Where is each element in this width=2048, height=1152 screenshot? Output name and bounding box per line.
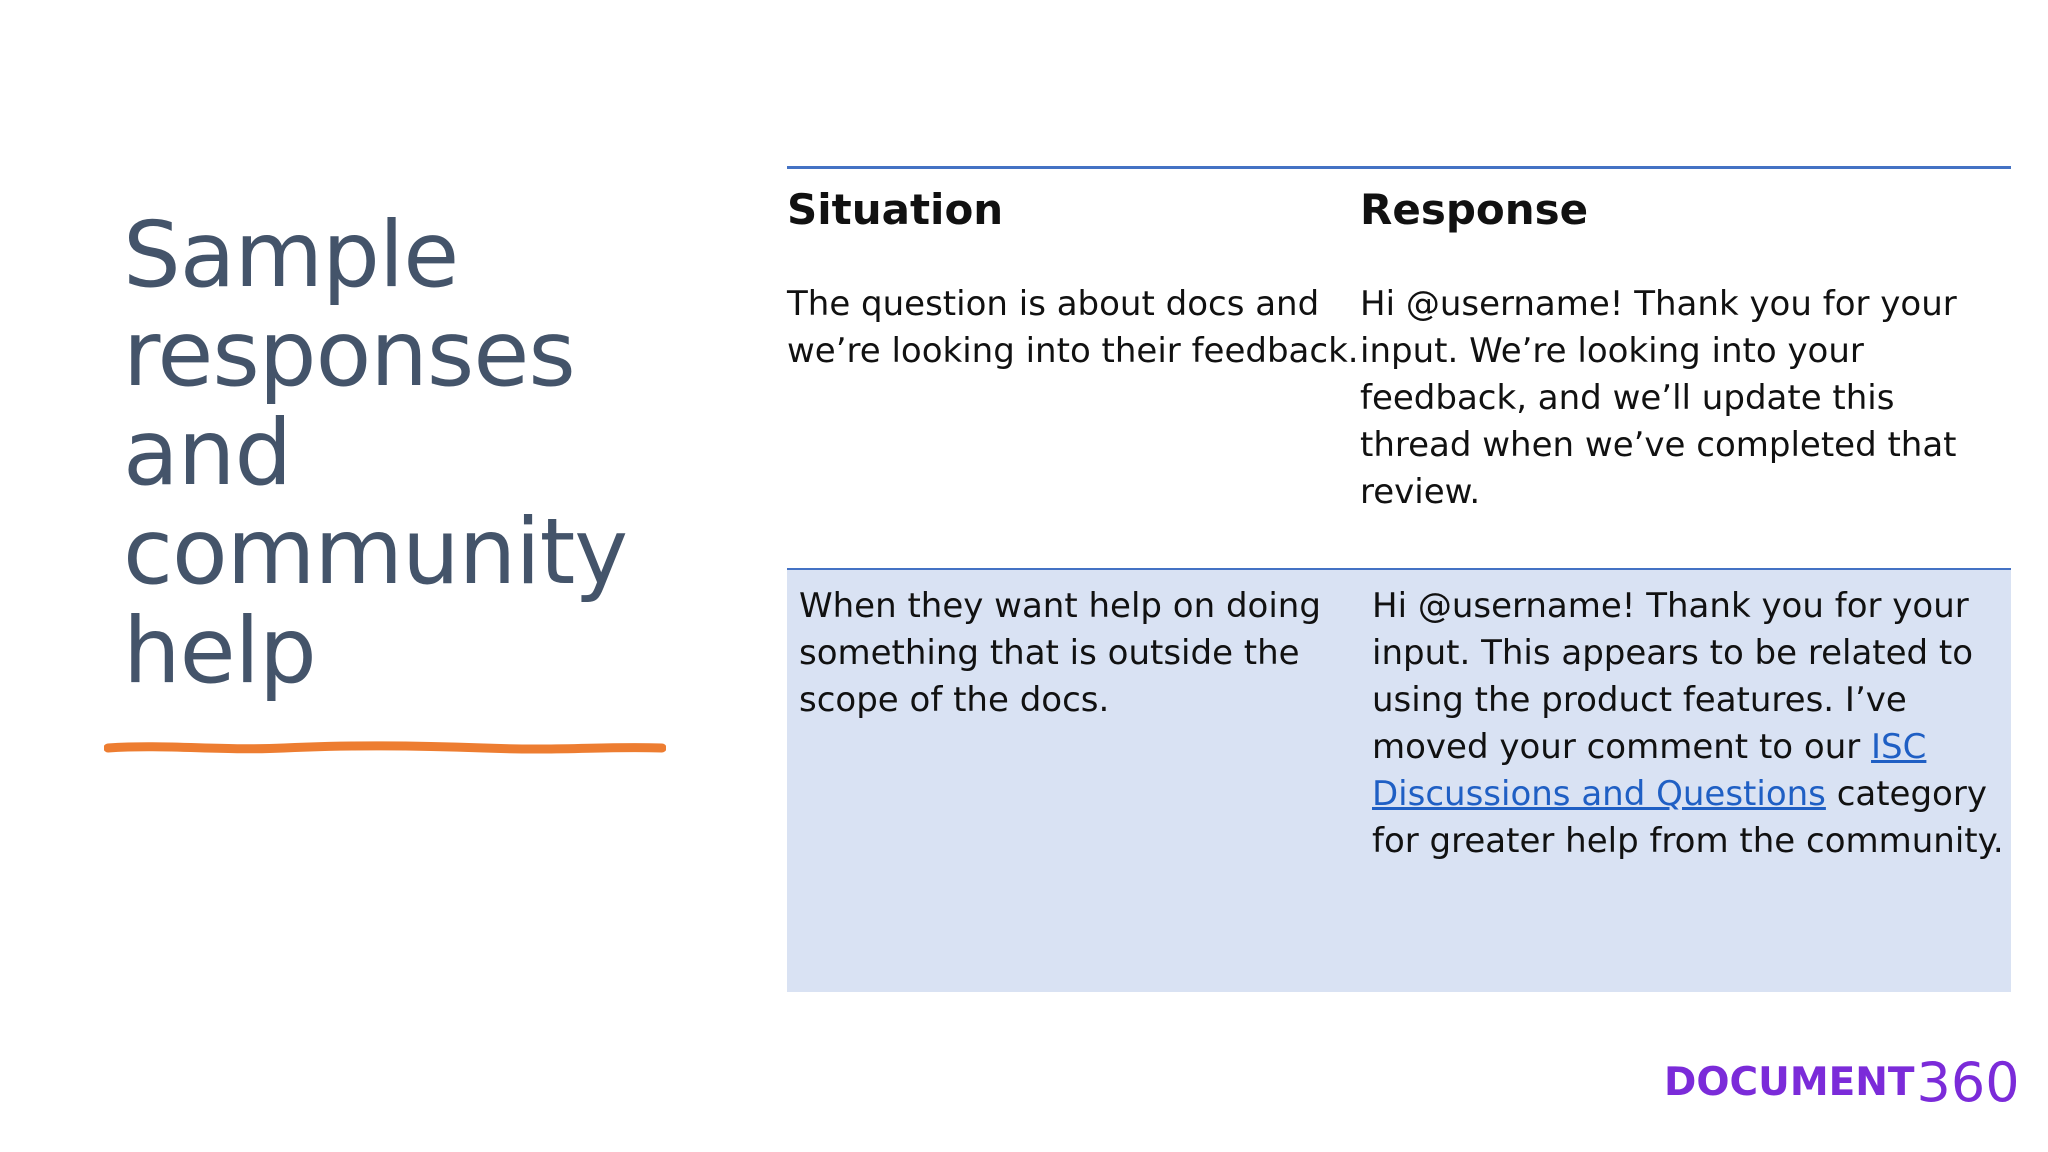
title-line: Sample — [123, 203, 459, 308]
responses-table — [787, 166, 2011, 992]
document360-logo — [1664, 1052, 2020, 1112]
title-line: and — [123, 401, 292, 506]
table-row — [787, 279, 2011, 568]
table-header-row — [787, 169, 2011, 279]
title-underline — [104, 738, 666, 758]
table-row — [787, 568, 2011, 992]
situation-cell: The question is about docs and we’re looking into their feedback. — [787, 284, 1359, 371]
isc-discussions-link[interactable]: ISC Discussions and Questions — [1372, 727, 1927, 814]
title-line: responses — [123, 302, 575, 407]
response-text: Hi @username! Thank you for your input. This appears to be related to using the product features. I’ve moved your comment to our — [1372, 586, 1974, 767]
response-cell — [1360, 583, 2011, 992]
response-text: category for greater help from the community. — [1372, 774, 2004, 861]
title-line: community — [123, 500, 628, 605]
header-response: Response — [1360, 185, 1589, 234]
response-cell: Hi @username! Thank you for your input. We’re looking into your feedback, and we’ll update this thread when we’ve completed that review. — [1360, 284, 1957, 512]
logo-number: 360 — [1916, 1050, 2020, 1114]
title-line: help — [123, 599, 316, 704]
slide-title — [123, 203, 683, 704]
logo-wordmark: DOCUMENT — [1664, 1059, 1915, 1105]
header-situation: Situation — [787, 185, 1004, 234]
situation-cell: When they want help on doing something that is outside the scope of the docs. — [799, 586, 1321, 720]
